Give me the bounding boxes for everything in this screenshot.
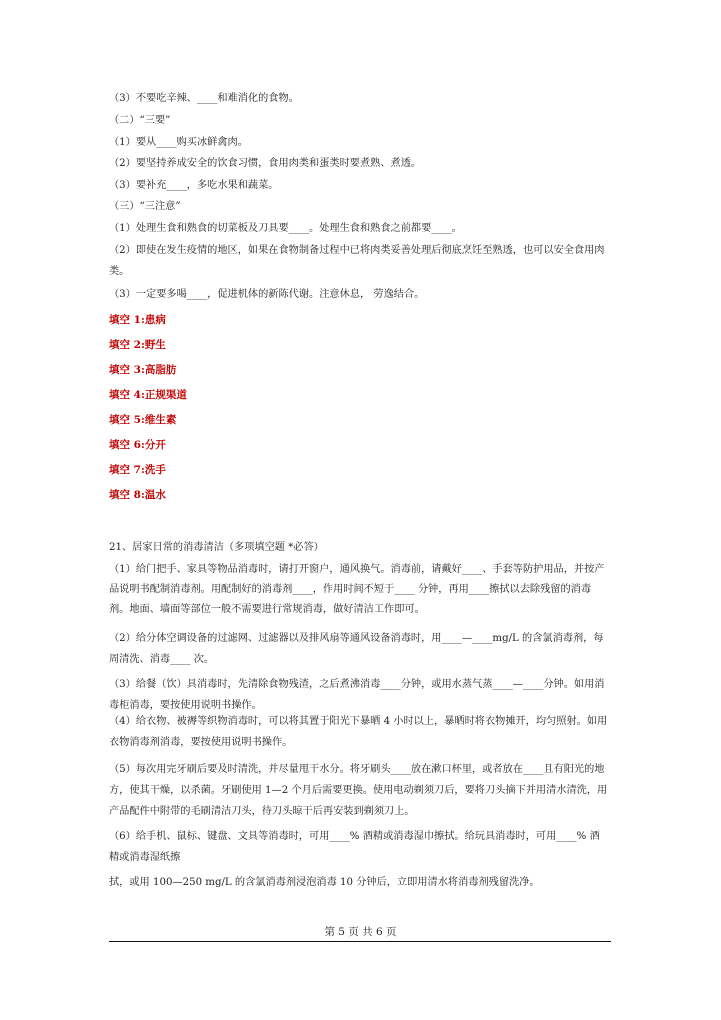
page-number: 第 5 页 共 6 页 — [324, 926, 397, 938]
question-line: （1）要从____购买冰鲜禽肉。 — [109, 137, 248, 148]
answer-line: 填空 4:正规渠道 — [109, 389, 187, 401]
question-title: 21、居家日常的消毒清洁（多项填空题 *必答） — [109, 542, 324, 553]
answer-line: 填空 6:分开 — [109, 439, 166, 451]
question-line: （3）一定要多喝____，促进机体的新陈代谢。注意休息， 劳逸结合。 — [109, 289, 425, 300]
question-paragraph: （4）给衣物、被褥等织物消毒时，可以将其置于阳光下暴晒 4 小时以上，暴晒时将衣物摊开，均匀照射。如用衣物消毒剂消毒，要按使用说明书操作。 — [109, 716, 608, 748]
question-line: （3）要补充____，多吃水果和蔬菜。 — [109, 180, 279, 191]
question-paragraph: （5）每次用完牙刷后要及时清洗，并尽量甩干水分。将牙刷头____放在漱口杯里，或者放在____且有阳光的地方，使其干燥，以杀菌。牙刷使用 1—2 个月后需要更换。使用电动剃须刀后，要将刀头摘下并用清水清洗，用产品配件中附带的毛刷清洁刀头，待刀头晾干后再安装到剃须刀上。 — [109, 764, 608, 817]
question-line: （1）处理生食和熟食的切菜板及刀具要____。处理生食和熟食之前都要____。 — [109, 223, 462, 234]
question-paragraph: （3）给餐（饮）具消毒时，先清除食物残渣，之后煮沸消毒____分钟，或用水蒸气蒸____—____分钟。如用消毒柜消毒，要按使用说明书操作。 — [109, 679, 605, 711]
answer-line: 填空 3:高脂肪 — [109, 364, 177, 376]
section-heading: （三）“三注意” — [109, 201, 181, 212]
question-paragraph: 拭，或用 100—250 mg/L 的含氯消毒剂浸泡消毒 10 分钟后，立即用清水将消毒剂残留洗净。 — [109, 877, 540, 888]
question-paragraph: （1）给门把手、家具等物品消毒时，请打开窗户，通风换气。消毒前，请戴好____、手套等防护用品，并按产品说明书配制消毒剂。用配制好的消毒剂____，作用时间不短于____ 分钟，再用____擦拭以去除残留的消毒剂。地面、墙面等部位一般不需要进行常规消毒，做好清洁工作即可。 — [109, 564, 605, 615]
question-line: （3）不要吃辛辣、____和难消化的食物。 — [109, 93, 299, 104]
answer-line: 填空 2:野生 — [109, 339, 166, 351]
answer-line: 填空 8:温水 — [109, 489, 166, 501]
question-paragraph: （2）给分体空调设备的过滤网、过滤器以及排风扇等通风设备消毒时，用____—____mg/L 的含氯消毒剂，每周清洗、消毒____ 次。 — [109, 633, 604, 665]
answer-line: 填空 1:患病 — [109, 314, 166, 326]
question-line: （2）要坚持养成安全的饮食习惯，食用肉类和蛋类时要煮熟、煮透。 — [109, 158, 422, 169]
question-paragraph: （6）给手机、鼠标、键盘、文具等消毒时，可用____% 酒精或消毒湿巾擦拭。给玩具消毒时，可用____% 酒精或消毒湿纸擦 — [109, 831, 600, 863]
section-heading: （二）“三要” — [109, 115, 171, 126]
footer-divider — [109, 941, 611, 942]
answer-line: 填空 7:洗手 — [109, 464, 166, 476]
question-line: （2）即使在发生疫情的地区，如果在食物制备过程中已将肉类妥善处理后彻底烹饪至熟透，也可以安全食用肉类。 — [109, 245, 605, 277]
answer-line: 填空 5:维生素 — [109, 414, 177, 426]
